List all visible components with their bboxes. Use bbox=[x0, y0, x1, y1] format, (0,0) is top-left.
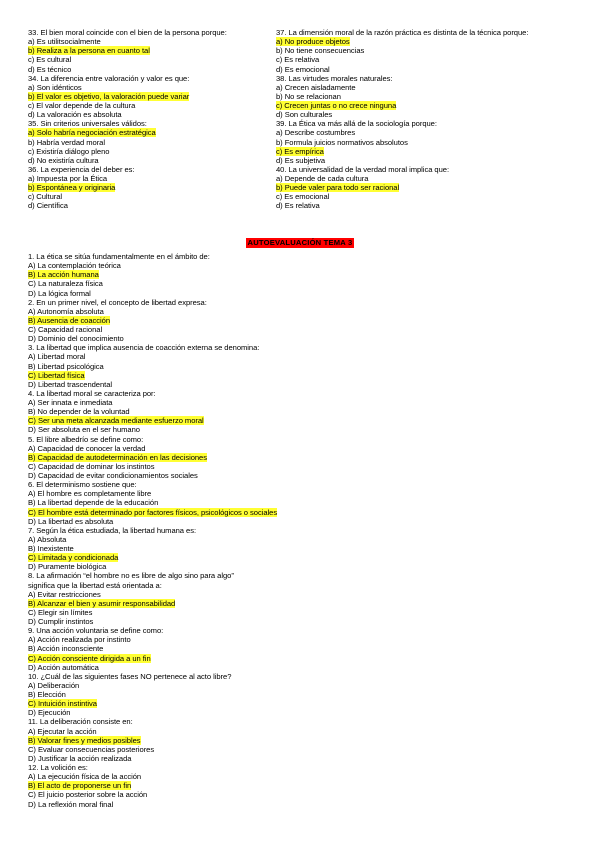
question-text bbox=[28, 389, 588, 398]
line-text: C) El juicio posterior sobre la acción bbox=[28, 790, 148, 800]
line-text: c) Cultural bbox=[28, 192, 63, 202]
answer-option bbox=[28, 371, 588, 380]
line-text: 38. Las virtudes morales naturales: bbox=[276, 73, 393, 83]
highlighted-answer: C) Limitada y condicionada bbox=[28, 553, 119, 563]
answer-option bbox=[28, 754, 588, 763]
line-text: D) Ejecución bbox=[28, 708, 71, 718]
answer-option bbox=[276, 147, 576, 156]
answer-option bbox=[28, 781, 588, 790]
line-text: 6. El determinismo sostiene que: bbox=[28, 480, 137, 490]
answer-option bbox=[28, 156, 268, 165]
line-text: c) Es relativa bbox=[276, 55, 320, 65]
question-text bbox=[28, 526, 588, 535]
answer-option bbox=[28, 517, 588, 526]
top-right-column bbox=[276, 28, 576, 211]
line-text: A) El hombre es completamente libre bbox=[28, 489, 152, 499]
line-text: A) Absoluta bbox=[28, 534, 67, 544]
question-text bbox=[28, 480, 588, 489]
answer-option bbox=[28, 544, 588, 553]
answer-option bbox=[276, 101, 576, 110]
answer-option bbox=[276, 37, 576, 46]
answer-option bbox=[28, 690, 588, 699]
autoevaluacion-list bbox=[28, 252, 588, 809]
highlighted-answer: B) Alcanzar el bien y asumir responsabilidad bbox=[28, 598, 176, 608]
answer-option bbox=[28, 663, 588, 672]
answer-option bbox=[28, 37, 268, 46]
answer-option bbox=[28, 727, 588, 736]
question-text bbox=[28, 717, 588, 726]
line-text: 33. El bien moral coincide con el bien de la persona porque: bbox=[28, 28, 227, 37]
answer-option bbox=[28, 362, 588, 371]
answer-option bbox=[28, 608, 588, 617]
answer-option bbox=[276, 55, 576, 64]
line-text: A) Capacidad de conocer la verdad bbox=[28, 443, 146, 453]
line-text: a) Depende de cada cultura bbox=[276, 174, 369, 183]
line-text: D) La lógica formal bbox=[28, 288, 91, 298]
answer-option bbox=[28, 270, 588, 279]
line-text: A) La contemplación teórica bbox=[28, 261, 121, 271]
line-text: a) Crecen aisladamente bbox=[276, 82, 356, 92]
line-text: a) Describe costumbres bbox=[276, 128, 356, 138]
highlighted-answer: C) Intuición instintiva bbox=[28, 699, 97, 709]
answer-option bbox=[28, 183, 268, 192]
line-text: C) Evaluar consecuencias posteriores bbox=[28, 744, 155, 754]
line-text: 2. En un primer nivel, el concepto de libertad expresa: bbox=[28, 297, 207, 307]
answer-option bbox=[28, 453, 588, 462]
line-text: significa que la libertad está orientada a: bbox=[28, 580, 162, 590]
line-text: 8. La afirmación “el hombre no es libre de algo sino para algo” bbox=[28, 571, 234, 581]
line-text: B) La libertad depende de la educación bbox=[28, 498, 159, 508]
line-text: c) Es cultural bbox=[28, 55, 72, 65]
question-text bbox=[28, 74, 268, 83]
line-text: d) Son culturales bbox=[276, 110, 333, 120]
line-text: 9. Una acción voluntaria se define como: bbox=[28, 626, 164, 636]
answer-option bbox=[28, 736, 588, 745]
answer-option bbox=[28, 562, 588, 571]
answer-option bbox=[28, 65, 268, 74]
answer-option bbox=[28, 55, 268, 64]
answer-option bbox=[276, 174, 576, 183]
line-text: d) La valoración es absoluta bbox=[28, 110, 122, 120]
answer-option bbox=[28, 635, 588, 644]
line-text: A) Ser innata e inmediata bbox=[28, 398, 113, 407]
line-text: 10. ¿Cuál de las siguientes fases NO pertenece al acto libre? bbox=[28, 671, 232, 681]
answer-option bbox=[28, 489, 588, 498]
line-text: c) Es emocional bbox=[276, 192, 330, 202]
line-text: A) Ejecutar la acción bbox=[28, 726, 97, 736]
highlighted-answer: C) Acción consciente dirigida a un fin bbox=[28, 653, 151, 663]
line-text: a) Es utilitsocialmente bbox=[28, 37, 101, 47]
question-text bbox=[28, 343, 588, 352]
answer-option bbox=[28, 92, 268, 101]
answer-option bbox=[28, 192, 268, 201]
answer-option bbox=[28, 599, 588, 608]
answer-option bbox=[28, 581, 588, 590]
answer-option bbox=[276, 92, 576, 101]
line-text: B) Acción inconsciente bbox=[28, 644, 104, 654]
answer-option bbox=[28, 128, 268, 137]
highlighted-answer: B) Ausencia de coacción bbox=[28, 315, 111, 325]
line-text: b) Formula juicios normativos absolutos bbox=[276, 137, 408, 147]
highlighted-answer: C) Libertad física bbox=[28, 370, 85, 380]
line-text: C) Capacidad racional bbox=[28, 325, 103, 334]
answer-option bbox=[276, 46, 576, 55]
answer-option bbox=[28, 790, 588, 799]
question-text bbox=[28, 252, 588, 261]
highlighted-answer: b) Espontánea y originaria bbox=[28, 183, 116, 193]
highlighted-answer: B) La acción humana bbox=[28, 270, 99, 280]
answer-option bbox=[28, 772, 588, 781]
line-text: D) Cumplir instintos bbox=[28, 617, 94, 626]
question-text bbox=[28, 298, 588, 307]
question-text bbox=[28, 672, 588, 681]
line-text: a) Son idénticos bbox=[28, 82, 82, 92]
line-text: c) Existiría diálogo pleno bbox=[28, 146, 110, 156]
answer-option bbox=[28, 380, 588, 389]
line-text: C) Elegir sin límites bbox=[28, 607, 93, 617]
question-text bbox=[28, 763, 588, 772]
answer-option bbox=[28, 498, 588, 507]
highlighted-answer: c) Es empírica bbox=[276, 146, 324, 156]
answer-option bbox=[28, 508, 588, 517]
line-text: 39. La Ética va más allá de la sociología porque: bbox=[276, 119, 437, 129]
line-text: d) Científica bbox=[28, 201, 68, 211]
line-text: 5. El libre albedrío se define como: bbox=[28, 434, 144, 444]
answer-option bbox=[28, 590, 588, 599]
answer-option bbox=[28, 416, 588, 425]
answer-option bbox=[276, 128, 576, 137]
answer-option bbox=[276, 138, 576, 147]
answer-option bbox=[28, 425, 588, 434]
top-left-column bbox=[28, 28, 268, 211]
answer-option bbox=[28, 83, 268, 92]
line-text: 40. La universalidad de la verdad moral implica que: bbox=[276, 164, 450, 174]
line-text: B) Libertad psicológica bbox=[28, 361, 104, 371]
highlighted-answer: C) Ser una meta alcanzada mediante esfuerzo moral bbox=[28, 416, 204, 426]
answer-option bbox=[28, 644, 588, 653]
line-text: C) Capacidad de dominar los instintos bbox=[28, 461, 155, 471]
highlighted-answer: b) Puede valer para todo ser racional bbox=[276, 183, 400, 193]
highlighted-answer: b) El valor es objetivo, la valoración puede variar bbox=[28, 91, 190, 101]
line-text: A) Acción realizada por instinto bbox=[28, 635, 131, 645]
question-text bbox=[276, 74, 576, 83]
highlighted-answer: b) Realiza a la persona en cuanto tal bbox=[28, 46, 150, 56]
answer-option bbox=[28, 352, 588, 361]
answer-option bbox=[28, 307, 588, 316]
answer-option bbox=[28, 261, 588, 270]
line-text: 37. La dimensión moral de la razón práctica es distinta de la técnica porque: bbox=[276, 28, 529, 37]
question-text bbox=[276, 165, 576, 174]
answer-option bbox=[28, 800, 588, 809]
question-text bbox=[276, 119, 576, 128]
line-text: b) Habría verdad moral bbox=[28, 137, 105, 147]
answer-option bbox=[28, 617, 588, 626]
line-text: b) No tiene consecuencias bbox=[276, 46, 365, 56]
highlighted-answer: B) Valorar fines y medios posibles bbox=[28, 735, 141, 745]
highlighted-answer: c) Crecen juntas o no crece ninguna bbox=[276, 101, 397, 110]
answer-option bbox=[28, 138, 268, 147]
line-text: 34. La diferencia entre valoración y valor es que: bbox=[28, 73, 190, 83]
line-text: B) Inexistente bbox=[28, 544, 74, 553]
answer-option bbox=[28, 334, 588, 343]
line-text: 36. La experiencia del deber es: bbox=[28, 164, 135, 174]
line-text: D) La libertad es absoluta bbox=[28, 516, 114, 526]
highlighted-answer: C) El hombre está determinado por factores físicos, psicológicos o sociales bbox=[28, 507, 278, 517]
answer-option bbox=[28, 654, 588, 663]
answer-option bbox=[28, 46, 268, 55]
line-text: D) Capacidad de evitar condicionamientos sociales bbox=[28, 471, 198, 480]
line-text: D) La reflexión moral final bbox=[28, 799, 114, 809]
line-text: d) Es técnico bbox=[28, 64, 72, 74]
highlighted-answer: a) No produce objetos bbox=[276, 37, 350, 47]
line-text: d) No existiría cultura bbox=[28, 155, 99, 165]
line-text: a) Impuesta por la Ética bbox=[28, 174, 107, 183]
answer-option bbox=[28, 110, 268, 119]
line-text: D) Puramente biológica bbox=[28, 562, 107, 572]
answer-option bbox=[276, 192, 576, 201]
answer-option bbox=[28, 325, 588, 334]
highlighted-answer: a) Solo habría negociación estratégica bbox=[28, 128, 156, 138]
line-text: 7. Según la ética estudiada, la libertad humana es: bbox=[28, 525, 197, 535]
line-text: D) Ser absoluta en el ser humano bbox=[28, 425, 140, 435]
line-text: A) Libertad moral bbox=[28, 352, 86, 362]
answer-option bbox=[28, 444, 588, 453]
line-text: 3. La libertad que implica ausencia de coacción externa se denomina: bbox=[28, 343, 260, 353]
answer-option bbox=[28, 699, 588, 708]
line-text: A) La ejecución física de la acción bbox=[28, 772, 142, 782]
answer-option bbox=[28, 316, 588, 325]
question-text bbox=[28, 165, 268, 174]
line-text: 11. La deliberación consiste en: bbox=[28, 717, 133, 727]
line-text: D) Acción automática bbox=[28, 662, 99, 672]
section-title-wrap bbox=[0, 232, 600, 250]
answer-option bbox=[276, 110, 576, 119]
answer-option bbox=[28, 535, 588, 544]
line-text: 1. La ética se sitúa fundamentalmente en el ámbito de: bbox=[28, 252, 210, 261]
answer-option bbox=[276, 65, 576, 74]
line-text: d) Es relativa bbox=[276, 201, 320, 211]
line-text: C) La naturaleza física bbox=[28, 279, 103, 289]
answer-option bbox=[28, 101, 268, 110]
answer-option bbox=[276, 201, 576, 210]
highlighted-answer: B) Capacidad de autodeterminación en las decisiones bbox=[28, 452, 207, 462]
line-text: A) Deliberación bbox=[28, 680, 80, 690]
question-text bbox=[28, 28, 268, 37]
answer-option bbox=[276, 183, 576, 192]
line-text: D) Dominio del conocimiento bbox=[28, 334, 124, 344]
line-text: B) Elección bbox=[28, 690, 66, 699]
section-title: AUTOEVALUACIÓN TEMA 3 bbox=[247, 238, 353, 247]
answer-option bbox=[28, 407, 588, 416]
answer-option bbox=[276, 83, 576, 92]
answer-option bbox=[28, 681, 588, 690]
answer-option bbox=[28, 745, 588, 754]
question-text bbox=[28, 435, 588, 444]
line-text: D) Justificar la acción realizada bbox=[28, 753, 132, 763]
line-text: 4. La libertad moral se caracteriza por: bbox=[28, 388, 156, 398]
line-text: d) Es subjetiva bbox=[276, 155, 326, 165]
line-text: 12. La volición es: bbox=[28, 763, 88, 772]
line-text: A) Autonomía absoluta bbox=[28, 306, 104, 316]
answer-option bbox=[28, 398, 588, 407]
line-text: d) Es emocional bbox=[276, 64, 330, 74]
line-text: A) Evitar restricciones bbox=[28, 589, 101, 599]
answer-option bbox=[28, 471, 588, 480]
question-text bbox=[28, 571, 588, 580]
answer-option bbox=[28, 289, 588, 298]
line-text: c) El valor depende de la cultura bbox=[28, 101, 136, 110]
line-text: 35. Sin criterios universales válidos: bbox=[28, 119, 147, 129]
line-text: B) No depender de la voluntad bbox=[28, 407, 130, 417]
question-text bbox=[28, 626, 588, 635]
line-text: b) No se relacionan bbox=[276, 91, 341, 101]
question-text bbox=[28, 119, 268, 128]
answer-option bbox=[276, 156, 576, 165]
answer-option bbox=[28, 462, 588, 471]
answer-option bbox=[28, 201, 268, 210]
highlighted-answer: B) El acto de proponerse un fin bbox=[28, 781, 132, 791]
question-text bbox=[276, 28, 576, 37]
answer-option bbox=[28, 174, 268, 183]
answer-option bbox=[28, 279, 588, 288]
answer-option bbox=[28, 147, 268, 156]
line-text: D) Libertad trascendental bbox=[28, 379, 113, 389]
answer-option bbox=[28, 553, 588, 562]
answer-option bbox=[28, 708, 588, 717]
